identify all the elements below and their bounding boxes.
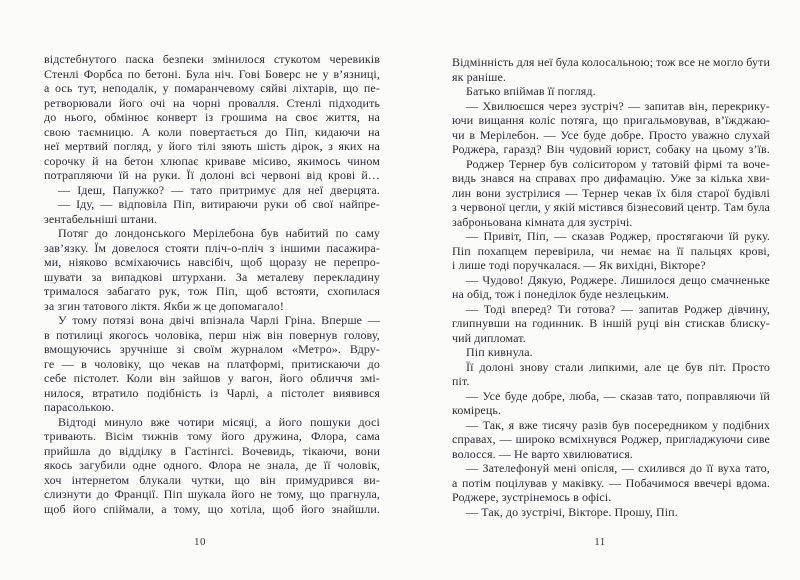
text-line: на обід, тож і понеділок буде незлецьким. — [452, 287, 670, 301]
text-line: до нього, обмінює конверт із грошима на своє життя, на — [44, 110, 380, 124]
text-line: парасолькою. — [44, 400, 115, 414]
text-line: лин вони зустрілися — Тернер чекав їх біля старої будівлі — [452, 185, 770, 200]
page-number-left: 10 — [194, 536, 206, 548]
text-line: заброньована кімната для зустрічі. — [452, 214, 633, 229]
text-line: з червоної цегли, у якій містився бізнесовий центр. Там була — [452, 200, 770, 214]
text-line: вмощуючись зручніше зі своїм журналом «Метро». Вдру- — [44, 342, 380, 356]
text-line: нилося, втратило подібність із Чарлі, а пістолет виявився — [44, 385, 380, 400]
text-line: справах, — широко всміхнувся Роджер, пригладжуючи сиве — [452, 432, 770, 446]
text-line: — Хвилюєшся через зустріч? — запитав він, перекрику- — [466, 98, 770, 113]
text-line: — Усе буде добре, люба, — сказав тато, поправляючи їй — [466, 388, 770, 403]
text-line: ретворювали його очі на чорні провалля. Стенлі підходить — [44, 95, 380, 110]
left-page-text — [44, 52, 380, 516]
text-line: видь знався на справах про дифамацію. Уже за кілька хви- — [452, 171, 770, 185]
text-line: комірець. — [452, 403, 502, 417]
text-line: якось загубили одне одного. Флора не знала, де її чоловік, — [44, 458, 380, 472]
text-line: себе пістолет. Коли він зайшов у вагон, його обличчя змі- — [44, 371, 380, 385]
text-line: прийшла до відділку в Гастінґсі. Вочевидь, тікаючи, вони — [44, 443, 380, 458]
text-line: трималося забагато рук, тож Піп, щоб встояти, схопилася — [44, 284, 380, 298]
text-line: ючи вищання коліс потяга, що пригальмовував, в’їжджаю- — [452, 113, 770, 127]
text-line: волосся. — Не варто хвилюватися. — [452, 446, 633, 461]
text-line: Стенлі Форбса по бетоні. Була ніч. Гові Боверс не у в’язниці, — [44, 66, 380, 81]
text-line: — Тоді вперед? Ти готова? — запитав Роджер дівчину, — [466, 301, 770, 316]
text-line: зав’язку. Їм довелося стояти пліч-о-пліч з іншими пасажира- — [44, 240, 380, 255]
text-line: ге — в чоловіку, що чекав на платформі, притискаючи до — [44, 356, 380, 371]
text-line: Роджера, гаразд? Він чудовий юрист, собаку на цьому з’їв. — [452, 142, 770, 156]
text-line: потрапляючи їй на руки. Її долоні всі червоні від крові й… — [44, 168, 380, 182]
text-line: — Так, я вже тисячу разів був посередником у подібних — [466, 417, 770, 432]
text-line: — Привіт, Піп, — сказав Роджер, простягаючи їй руку. — [466, 229, 770, 243]
text-line: — Іду, — відповіла Піп, витираючи руки об свої найпре- — [58, 197, 380, 211]
text-line: як раніше. — [452, 69, 507, 84]
text-line: ми, ніяково всміхаючись навсібіч, щоб щоразу не перепро- — [44, 255, 380, 269]
text-line: в потилиці якогось чоловіка, перш ніж він повернув голову, — [44, 327, 380, 342]
text-line: Її долоні знову стали липкими, але це був піт. Просто — [466, 359, 770, 374]
text-line: Роджер Тернер був соліситором у татовій фірмі та воче- — [466, 156, 770, 171]
text-line: — Так, до зустрічі, Вікторе. Прошу, Піп. — [466, 504, 678, 519]
text-line: і лише тоді поручкалася. — Як вихідні, Вікторе? — [452, 258, 706, 272]
text-line: чий дипломат. — [452, 330, 526, 345]
text-line: хоч інтернетом блукали чутки, що він примудрився ви- — [44, 472, 380, 487]
text-line: а ось тут, неподалік, у помаранчевому сяйві ліхтарів, що пе- — [44, 81, 380, 95]
text-line: У тому потязі вона двічі впізнала Чарлі Гріна. Вперше — — [58, 313, 380, 327]
text-line: — Чудово! Дякую, Роджере. Лишилося дещо смачненьке — [466, 272, 770, 287]
text-line: за згин татового ліктя. Якби ж це допомагало! — [44, 298, 284, 313]
text-line: — Зателефонуй мені опісля, — схилився до її вуха тато, — [466, 461, 770, 475]
text-line: щоб його спіймали, а тому, що хотіла, щоб його знайшли. — [44, 501, 380, 516]
text-line: зентабельніші штани. — [44, 211, 158, 226]
text-line: Потяг до лондонського Мерілебона був набитий по саму — [58, 226, 380, 240]
right-page-text — [452, 55, 770, 519]
text-line: глипнувши на годинник. В іншій руці він стискав блиску- — [452, 316, 770, 330]
text-line: тривають. Вісім тижнів тому його дружина, Флора, сама — [44, 429, 380, 443]
text-line: сорочку й на бетон хлюпає криваве місиво, якимось чином — [44, 153, 380, 168]
text-line: чи в Мерілебон. — Усе буде добре. Просто уважно слухай — [452, 127, 770, 142]
text-line: піт. — [452, 374, 470, 388]
text-line: Піп похапцем перевірила, чи немає на її пальцях крові, — [452, 243, 770, 258]
text-line: відстебнутого паска безпеки змінилося стукотом черевиків — [44, 52, 380, 66]
text-line: свою таємницю. А коли повертається до Піп, кидаючи на — [44, 124, 380, 139]
text-line: слизнути до Франції. Піп шукала його не тому, що прагнула, — [44, 487, 380, 501]
text-line: Роджере, зустрінемось в офісі. — [452, 490, 612, 504]
text-line: Піп кивнула. — [466, 345, 533, 359]
text-line: Відмінність для неї була колосальною; тож все не могло бути — [452, 55, 770, 69]
text-line: Батько впіймав її погляд. — [466, 84, 596, 98]
page-number-right: 11 — [594, 536, 606, 548]
text-line: — Ідеш, Папужко? — тато притримує для неї дверцята. — [58, 182, 380, 197]
text-line: неї мертвий погляд, у його тілі зяють шість дірок, з яких на — [44, 139, 380, 153]
text-line: Відтоді минуло вже чотири місяці, а його пошуки досі — [58, 414, 380, 429]
text-line: шувати за випадкові штурхани. За металеву перекладину — [44, 269, 380, 284]
text-line: а потім поцілував у маківку. — Побачимося ввечері вдома. — [452, 475, 770, 490]
